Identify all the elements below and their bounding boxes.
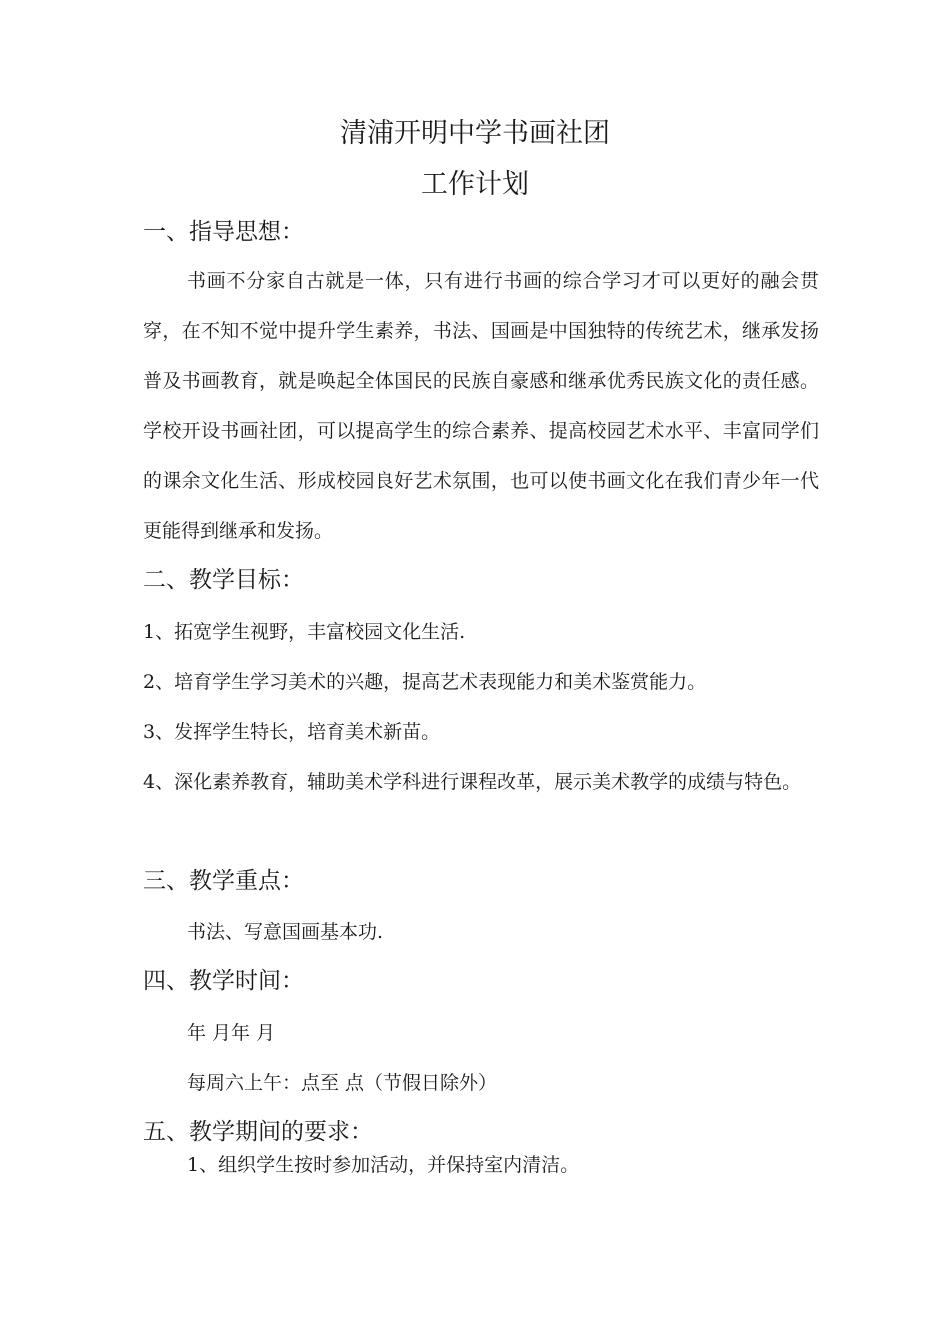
goal-item-2: 2、培育学生学习美术的兴趣，提高艺术表现能力和美术鉴赏能力。 (143, 671, 707, 693)
goal-item-4: 4、深化素养教育，辅助美术学科进行课程改革，展示美术教学的成绩与特色。 (143, 771, 802, 793)
section-heading-teaching-time: 四、教学时间： (143, 968, 304, 994)
goal-item-3: 3、发挥学生特长，培育美术新苗。 (143, 721, 441, 743)
section-heading-teaching-focus: 三、教学重点： (143, 868, 304, 894)
teaching-time-schedule: 每周六上午：点至 点（节假日除外） (187, 1072, 498, 1094)
document-title: 清浦开明中学书画社团 (340, 118, 610, 149)
document-subtitle: 工作计划 (421, 169, 529, 200)
teaching-time-dates: 年 月年 月 (187, 1022, 276, 1044)
requirement-item-1: 1、组织学生按时参加活动，并保持室内清洁。 (187, 1154, 580, 1176)
goal-item-1: 1、拓宽学生视野，丰富校园文化生活. (143, 621, 466, 643)
guiding-thought-paragraph: 书画不分家自古就是一体，只有进行书画的综合学习才可以更好的融会贯穿，在不知不觉中提升学生素养，书法、国画是中国独特的传统艺术，继承发扬普及书画教育，就是唤起全体国民的民族自豪感和继承优秀民族文化的责任感。学校开设书画社团，可以提高学生的综合素养、提高校园艺术水平、丰富同学们的课余文化生活、形成校园良好艺术氛围，也可以使书画文化在我们青少年一代更能得到继承和发扬。 (143, 270, 819, 542)
section-heading-requirements: 五、教学期间的要求： (143, 1119, 373, 1145)
section-heading-guiding-thought: 一、指导思想： (143, 219, 304, 245)
teaching-focus-text: 书法、写意国画基本功. (187, 921, 384, 943)
section-heading-teaching-goals: 二、教学目标： (143, 567, 304, 593)
